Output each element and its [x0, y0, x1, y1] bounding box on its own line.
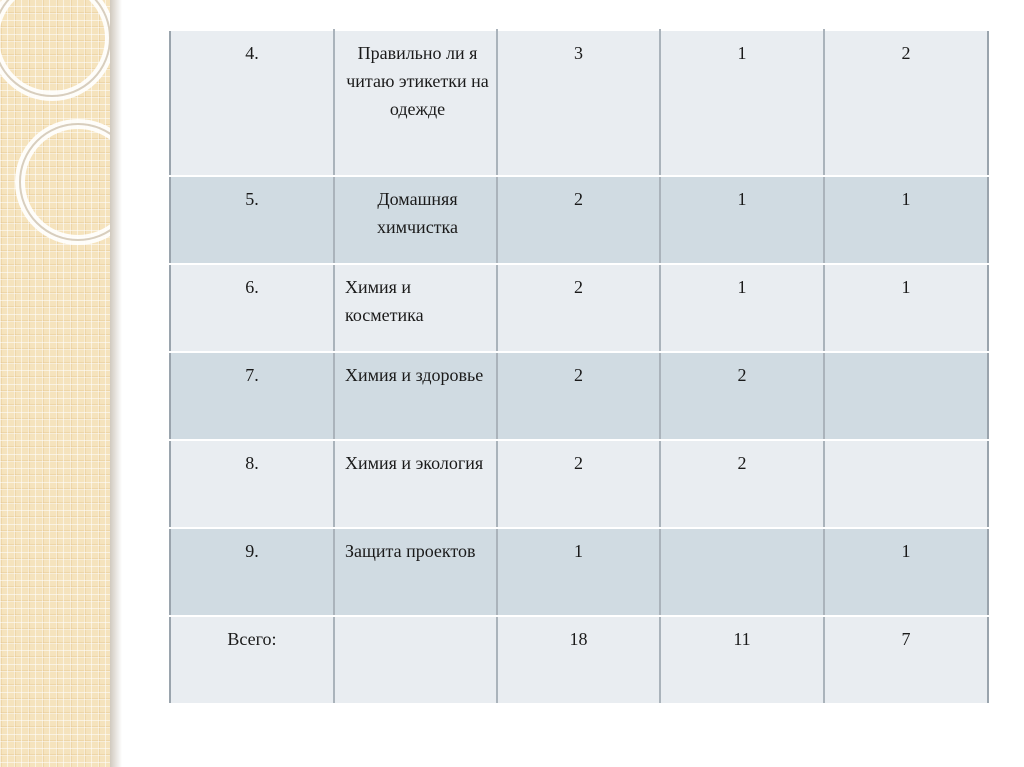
- projects-table: [169, 29, 989, 705]
- row-value-1: 2: [497, 352, 660, 440]
- total-topic: [334, 616, 497, 704]
- row-number: 6.: [170, 264, 334, 352]
- row-value-2: [660, 528, 824, 616]
- row-number: 9.: [170, 528, 334, 616]
- decorative-side-strip: [0, 0, 110, 767]
- table-row: [170, 176, 988, 264]
- row-topic: Химия и экология: [334, 440, 497, 528]
- row-value-1: 2: [497, 264, 660, 352]
- row-topic: Защита проектов: [334, 528, 497, 616]
- row-value-2: 1: [660, 264, 824, 352]
- row-value-3: 1: [824, 264, 988, 352]
- row-number: 5.: [170, 176, 334, 264]
- total-value-3: 7: [824, 616, 988, 704]
- row-value-3: [824, 352, 988, 440]
- row-value-1: 2: [497, 176, 660, 264]
- row-value-2: 2: [660, 352, 824, 440]
- row-number: 4.: [170, 30, 334, 176]
- decorative-rings-icon: [0, 0, 110, 767]
- row-topic: Домашняя химчистка: [334, 176, 497, 264]
- row-value-1: 1: [497, 528, 660, 616]
- strip-shadow: [110, 0, 122, 767]
- row-topic: Правильно ли я читаю этикетки на одежде: [334, 30, 497, 176]
- row-topic: Химия и здоровье: [334, 352, 497, 440]
- row-value-3: 2: [824, 30, 988, 176]
- table-row: [170, 30, 988, 176]
- total-row: [170, 616, 988, 704]
- row-value-2: 1: [660, 176, 824, 264]
- total-value-1: 18: [497, 616, 660, 704]
- table-row: [170, 528, 988, 616]
- row-value-2: 2: [660, 440, 824, 528]
- row-topic: Химия и косметика: [334, 264, 497, 352]
- row-value-3: 1: [824, 528, 988, 616]
- table-row: [170, 352, 988, 440]
- row-number: 7.: [170, 352, 334, 440]
- total-label: Всего:: [170, 616, 334, 704]
- total-value-2: 11: [660, 616, 824, 704]
- row-value-1: 2: [497, 440, 660, 528]
- table-row: [170, 440, 988, 528]
- row-value-1: 3: [497, 30, 660, 176]
- row-value-2: 1: [660, 30, 824, 176]
- row-value-3: 1: [824, 176, 988, 264]
- row-value-3: [824, 440, 988, 528]
- table-row: [170, 264, 988, 352]
- row-number: 8.: [170, 440, 334, 528]
